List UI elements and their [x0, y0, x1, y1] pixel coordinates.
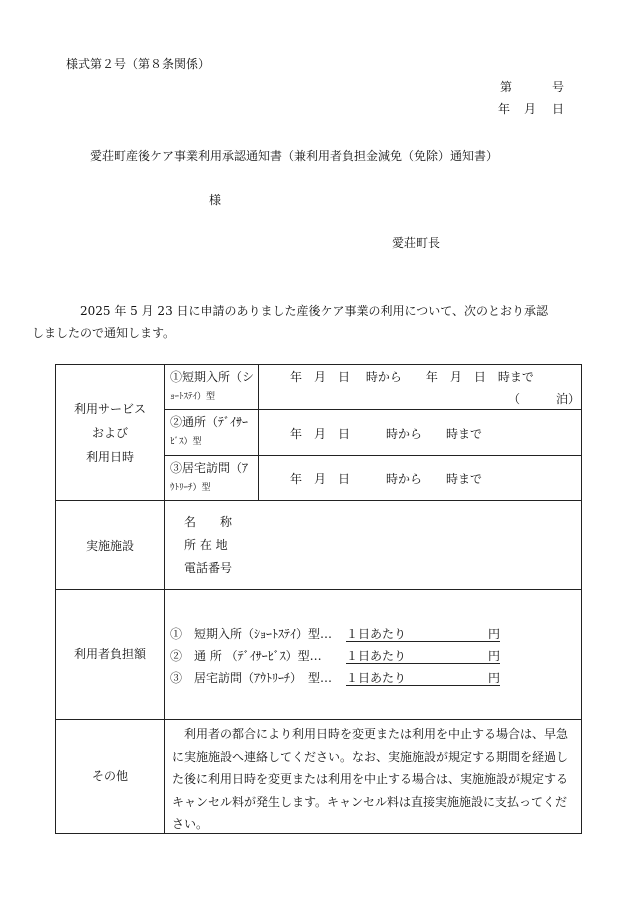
other-notes: 利用者の都合により利用日時を変更または利用を中止する場合は、早急に実施施設へ連絡してください。なお、実施施設が規定する期間を経過した後に利用日時を変更または利用を中止する場合は、実施施設が規定するキャンセル料が発生します。キャンセル料は直接実施施設に支払ってください。	[172, 727, 569, 831]
service-head-line1: 利用サービス	[73, 402, 146, 416]
service-head-line2: および	[91, 426, 128, 440]
service-type-day-service: ②通所（ﾃﾞｲｻｰ	[170, 415, 249, 429]
service-type-outreach-2: ｳﾄﾘｰﾁ）型	[170, 483, 211, 493]
issue-date-month: 月	[524, 102, 537, 116]
burden-unit-day-service: 円	[487, 649, 500, 663]
service-nights: （ 泊）	[508, 392, 581, 406]
burden-amount-short-stay-text: １日あたり	[346, 627, 407, 641]
burden-amount-day-service-text: １日あたり	[346, 649, 407, 663]
document-number-label: 第	[500, 80, 513, 94]
facility-address-label: 所 在 地	[184, 538, 228, 552]
recipient-suffix: 様	[209, 193, 222, 207]
facility-head: 実施施設	[85, 539, 134, 553]
form-number: 様式第２号（第８条関係）	[66, 57, 211, 71]
service-type-outreach: ③居宅訪問（ｱ	[170, 461, 249, 475]
burden-unit-outreach: 円	[487, 671, 500, 685]
issuer: 愛荘町長	[392, 236, 441, 250]
burden-amount-outreach-text: １日あたり	[346, 671, 407, 685]
service-type-short-stay-2: ｮｰﾄｽﾃｲ）型	[170, 392, 216, 402]
facility-name-label: 名 称	[184, 515, 233, 529]
issue-date-day: 日	[552, 102, 565, 116]
issue-date-year: 年	[498, 102, 511, 116]
burden-row-short-stay: ① 短期入所（ｼｮｰﾄｽﾃｲ）型…	[170, 627, 333, 641]
notice-body	[32, 300, 576, 344]
notice-body-line2: しましたので通知します。	[32, 326, 176, 340]
facility-phone-label: 電話番号	[184, 561, 233, 575]
service-time-day-service: 年 月 日 時から 時まで	[290, 427, 483, 441]
service-head	[56, 397, 164, 469]
notice-body-line1: 2025 年 5 月 23 日に申請のありました産後ケア事業の利用について、次のとおり承認	[80, 304, 549, 318]
document-title: 愛荘町産後ケア事業利用承認通知書（兼利用者負担金減免（免除）通知書）	[90, 149, 499, 163]
burden-amount-short-stay	[346, 628, 500, 642]
burden-row-day-service: ② 通 所 （ﾃﾞｲｻｰﾋﾞｽ）型…	[170, 649, 322, 663]
service-head-line3: 利用日時	[85, 450, 134, 464]
burden-unit-short-stay: 円	[487, 627, 500, 641]
service-time-short-stay: 年 月 日 時から 年 月 日 時まで	[290, 370, 534, 384]
burden-amount-day-service	[346, 650, 500, 664]
burden-row-outreach: ③ 居宅訪問（ｱｳﾄﾘｰﾁ） 型…	[170, 671, 333, 685]
service-type-short-stay: ①短期入所（シ	[170, 370, 255, 384]
service-type-day-service-2: ﾋﾞｽ）型	[170, 437, 202, 447]
burden-amount-outreach	[346, 672, 500, 686]
other-head: その他	[91, 769, 128, 783]
burden-head: 利用者負担額	[73, 647, 146, 661]
document-number-suffix: 号	[552, 80, 565, 94]
service-time-outreach: 年 月 日 時から 時まで	[290, 472, 483, 486]
